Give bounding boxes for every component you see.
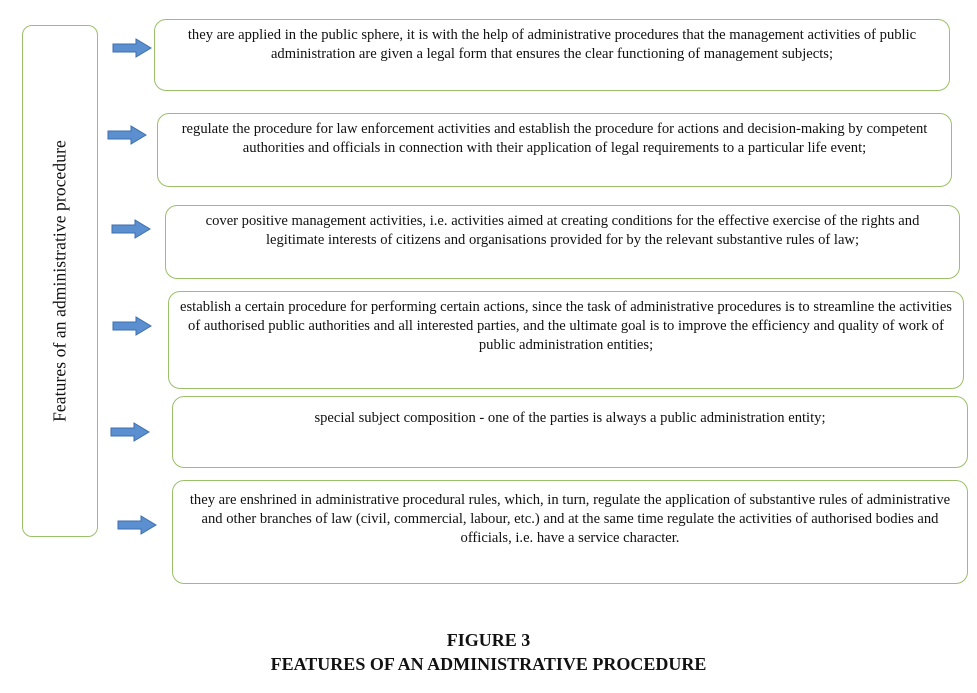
feature-box-5 [172, 396, 968, 468]
feature-box-2 [157, 113, 952, 187]
feature-box-1 [154, 19, 950, 91]
right-arrow-icon [117, 515, 157, 535]
feature-text-1: they are applied in the public sphere, it is with the help of administrative procedures that the management activities of public administration are given a legal form that ensures the clear functioning of management subjects; [187, 27, 917, 62]
right-arrow-icon [110, 422, 150, 442]
feature-box-3 [165, 205, 960, 279]
feature-text-6: they are enshrined in administrative procedural rules, which, in turn, regulate the application of substantive rules of administrative and other branches of law (civil, commercial, labour, etc.) and at the same time regulate the activities of authorised bodies and officials, i.e. have a service character. [189, 492, 951, 546]
feature-box-4 [168, 291, 964, 389]
right-arrow-icon [107, 125, 147, 145]
right-arrow-icon [112, 38, 152, 58]
feature-text-4: establish a certain procedure for performing certain actions, since the task of administrative procedures is to streamline the activities of authorised public authorities and all interested parties, and the ultimate goal is to improve the efficiency and quality of work of public administration entities; [180, 299, 952, 353]
figure-title: FEATURES OF AN ADMINISTRATIVE PROCEDURE [270, 654, 707, 674]
figure-number: FIGURE 3 [446, 630, 531, 650]
right-arrow-icon [112, 316, 152, 336]
right-arrow-icon [111, 219, 151, 239]
feature-box-6 [172, 480, 968, 584]
features-label-box [22, 25, 98, 537]
feature-text-3: cover positive management activities, i.e. activities aimed at creating conditions for the effective exercise of the rights and legitimate interests of citizens and organisations provided for by the relevant substantive rules of law; [205, 213, 920, 248]
feature-text-5: special subject composition - one of the parties is always a public administration entity; [314, 410, 826, 426]
feature-text-2: regulate the procedure for law enforcement activities and establish the procedure for actions and decision-making by competent authorities and officials in connection with their application of legal requirements to a particular life event; [181, 121, 928, 156]
features-label: Features of an administrative procedure [49, 140, 70, 422]
